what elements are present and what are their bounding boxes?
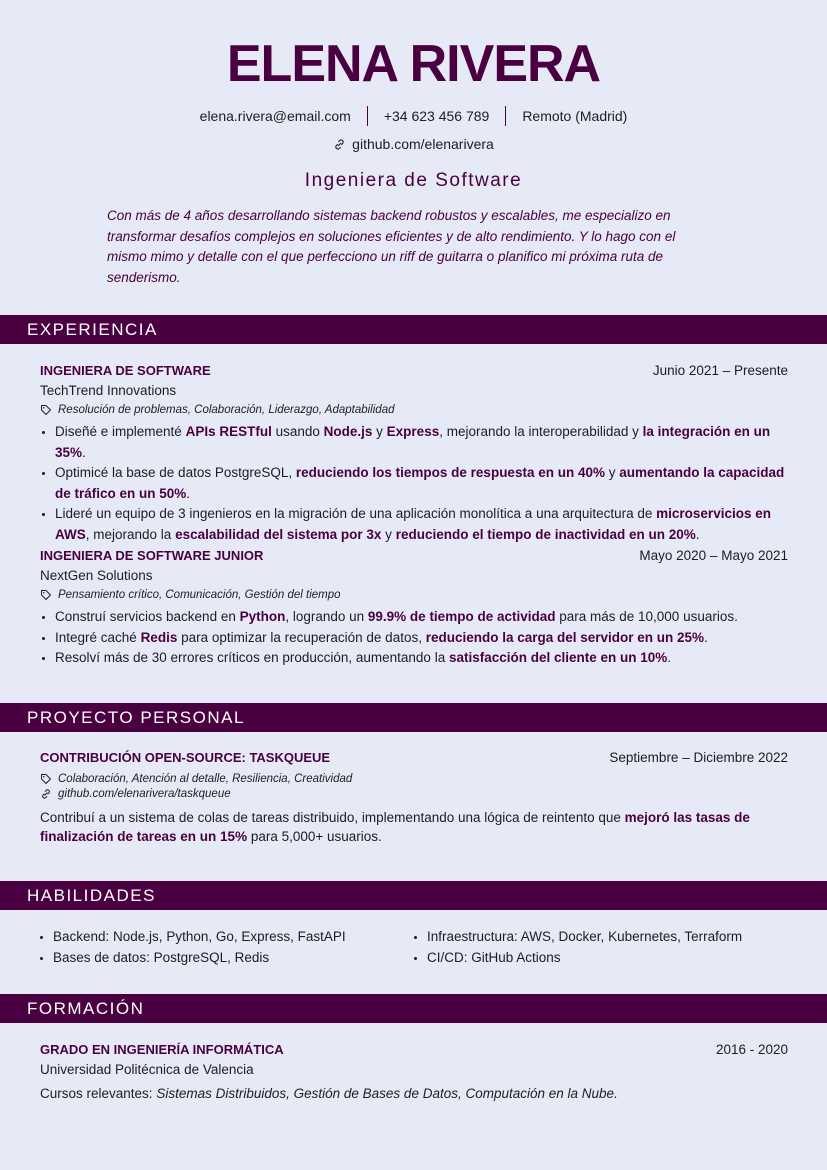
skill-item: • Backend: Node.js, Python, Go, Express, FastAPI xyxy=(53,927,414,948)
job-date: Mayo 2020 – Mayo 2021 xyxy=(639,548,788,563)
experience-item xyxy=(40,548,788,669)
skill-tags xyxy=(40,404,788,416)
divider xyxy=(505,106,506,126)
highlight: reduciendo el tiempo de inactividad en un 20% xyxy=(395,526,696,542)
link-icon xyxy=(40,788,52,800)
project-date: Septiembre – Diciembre 2022 xyxy=(609,750,788,765)
highlight: Express xyxy=(386,424,440,439)
experience-item xyxy=(40,363,788,545)
divider xyxy=(367,106,368,126)
tags-text: Colaboración, Atención al detalle, Resiliencia, Creatividad xyxy=(58,773,353,785)
candidate-name: ELENA RIVERA xyxy=(226,35,601,93)
school: Universidad Politécnica de Valencia xyxy=(40,1062,254,1077)
github-url[interactable]: github.com/elenarivera xyxy=(352,136,494,152)
phone[interactable]: +34 623 456 789 xyxy=(383,108,490,124)
highlight: Redis xyxy=(140,629,178,645)
project-link[interactable] xyxy=(40,788,788,800)
summary: Con más de 4 años desarrollando sistemas backend robustos y escalables, me especializo en transformar desafíos complejos en soluciones eficientes y de alto rendimiento. Y lo hago con el mismo mimo y detalle con el que perfecciono un riff de guitarra o planifico mi próxima ruta de senderismo. xyxy=(107,208,676,285)
highlight: reduciendo los tiempos de respuesta en un 40% xyxy=(295,465,605,480)
tags-text: Resolución de problemas, Colaboración, Liderazgo, Adaptabilidad xyxy=(58,404,395,416)
highlight: satisfacción del cliente en un 10% xyxy=(448,650,668,665)
highlight: Python xyxy=(239,609,286,624)
email[interactable]: elena.rivera@email.com xyxy=(199,108,351,124)
skill-item: • CI/CD: GitHub Actions xyxy=(427,948,788,969)
achievement-item: • Resolví más de 30 errores críticos en producción, aumentando la satisfacción del cliente en un 10%. xyxy=(55,648,788,669)
tag-icon xyxy=(40,589,52,601)
highlight: mejoró las tasas de finalización de tareas en un 15% xyxy=(40,810,750,844)
highlight: escalabilidad del sistema por 3x xyxy=(175,526,382,542)
tag-icon xyxy=(40,773,52,785)
skills-list-right xyxy=(414,927,788,968)
github-link[interactable] xyxy=(0,136,827,152)
achievement-item: • Optimicé la base de datos PostgreSQL, reduciendo los tiempos de respuesta en un 40% y aumentando la capacidad de tráfico en un 50%. xyxy=(55,463,788,504)
job-title: INGENIERA DE SOFTWARE JUNIOR xyxy=(40,548,264,563)
section-header-education: FORMACIÓN xyxy=(0,994,827,1023)
highlight: reduciendo la carga del servidor en un 25% xyxy=(425,629,705,645)
relevant-courses xyxy=(40,1086,788,1101)
highlight: aumentando la capacidad de tráfico en un 50% xyxy=(55,465,785,501)
achievement-item: • Diseñé e implementé APIs RESTful usando Node.js y Express, mejorando la interoperabilidad y la integración en un 35%. xyxy=(55,422,788,463)
project-title: CONTRIBUCIÓN OPEN-SOURCE: TASKQUEUE xyxy=(40,750,331,765)
project-url[interactable]: github.com/elenarivera/taskqueue xyxy=(58,788,231,800)
skill-tags xyxy=(40,773,788,785)
link-icon xyxy=(333,138,346,151)
section-header-project: PROYECTO PERSONAL xyxy=(0,703,827,732)
company: NextGen Solutions xyxy=(40,568,153,583)
achievement-list xyxy=(40,607,788,669)
skill-tags xyxy=(40,589,788,601)
highlight: APIs RESTful xyxy=(185,424,272,439)
tag-icon xyxy=(40,404,52,416)
skill-item: • Infraestructura: AWS, Docker, Kubernetes, Terraform xyxy=(427,927,788,948)
company: TechTrend Innovations xyxy=(40,383,177,398)
highlight: microservicios en AWS xyxy=(55,506,771,542)
skills-list-left xyxy=(40,927,414,968)
achievement-item: • Lideré un equipo de 3 ingenieros en la migración de una aplicación monolítica a una arquitectura de microservicios en AWS, mejorando la escalabilidad del sistema por 3x y reduciendo el tiempo de inactividad en un 20%. xyxy=(55,504,788,545)
job-date: Junio 2021 – Presente xyxy=(652,363,788,378)
location: Remoto (Madrid) xyxy=(522,108,628,124)
skill-item: • Bases de datos: PostgreSQL, Redis xyxy=(53,948,414,969)
education-item xyxy=(40,1042,788,1101)
highlight: 99.9% de tiempo de actividad xyxy=(367,609,556,624)
degree-title: GRADO EN INGENIERÍA INFORMÁTICA xyxy=(40,1042,284,1057)
courses-list: Sistemas Distribuidos, Gestión de Bases de Datos, Computación en la Nube. xyxy=(156,1086,618,1101)
project-item xyxy=(40,750,788,846)
achievement-item: • Integré caché Redis para optimizar la recuperación de datos, reduciendo la carga del servidor en un 25%. xyxy=(55,628,788,649)
highlight: la integración en un 35% xyxy=(55,424,771,460)
courses-label: Cursos relevantes: xyxy=(40,1086,153,1101)
highlight: Node.js xyxy=(323,424,373,439)
skills-grid xyxy=(40,927,788,968)
section-header-skills: HABILIDADES xyxy=(0,881,827,910)
tags-text: Pensamiento crítico, Comunicación, Gestión del tiempo xyxy=(58,589,341,601)
contact-row xyxy=(0,106,827,126)
job-role: Ingeniera de Software xyxy=(304,170,523,191)
project-description: Contribuí a un sistema de colas de tareas distribuido, implementando una lógica de reintento que mejoró las tasas de finalización de tareas en un 15% para 5,000+ usuarios. xyxy=(40,810,750,844)
education-date: 2016 - 2020 xyxy=(715,1042,788,1057)
achievement-list xyxy=(40,422,788,545)
job-title: INGENIERA DE SOFTWARE xyxy=(40,363,211,378)
achievement-item: • Construí servicios backend en Python, logrando un 99.9% de tiempo de actividad para más de 10,000 usuarios. xyxy=(55,607,788,628)
section-header-experience: EXPERIENCIA xyxy=(0,315,827,344)
